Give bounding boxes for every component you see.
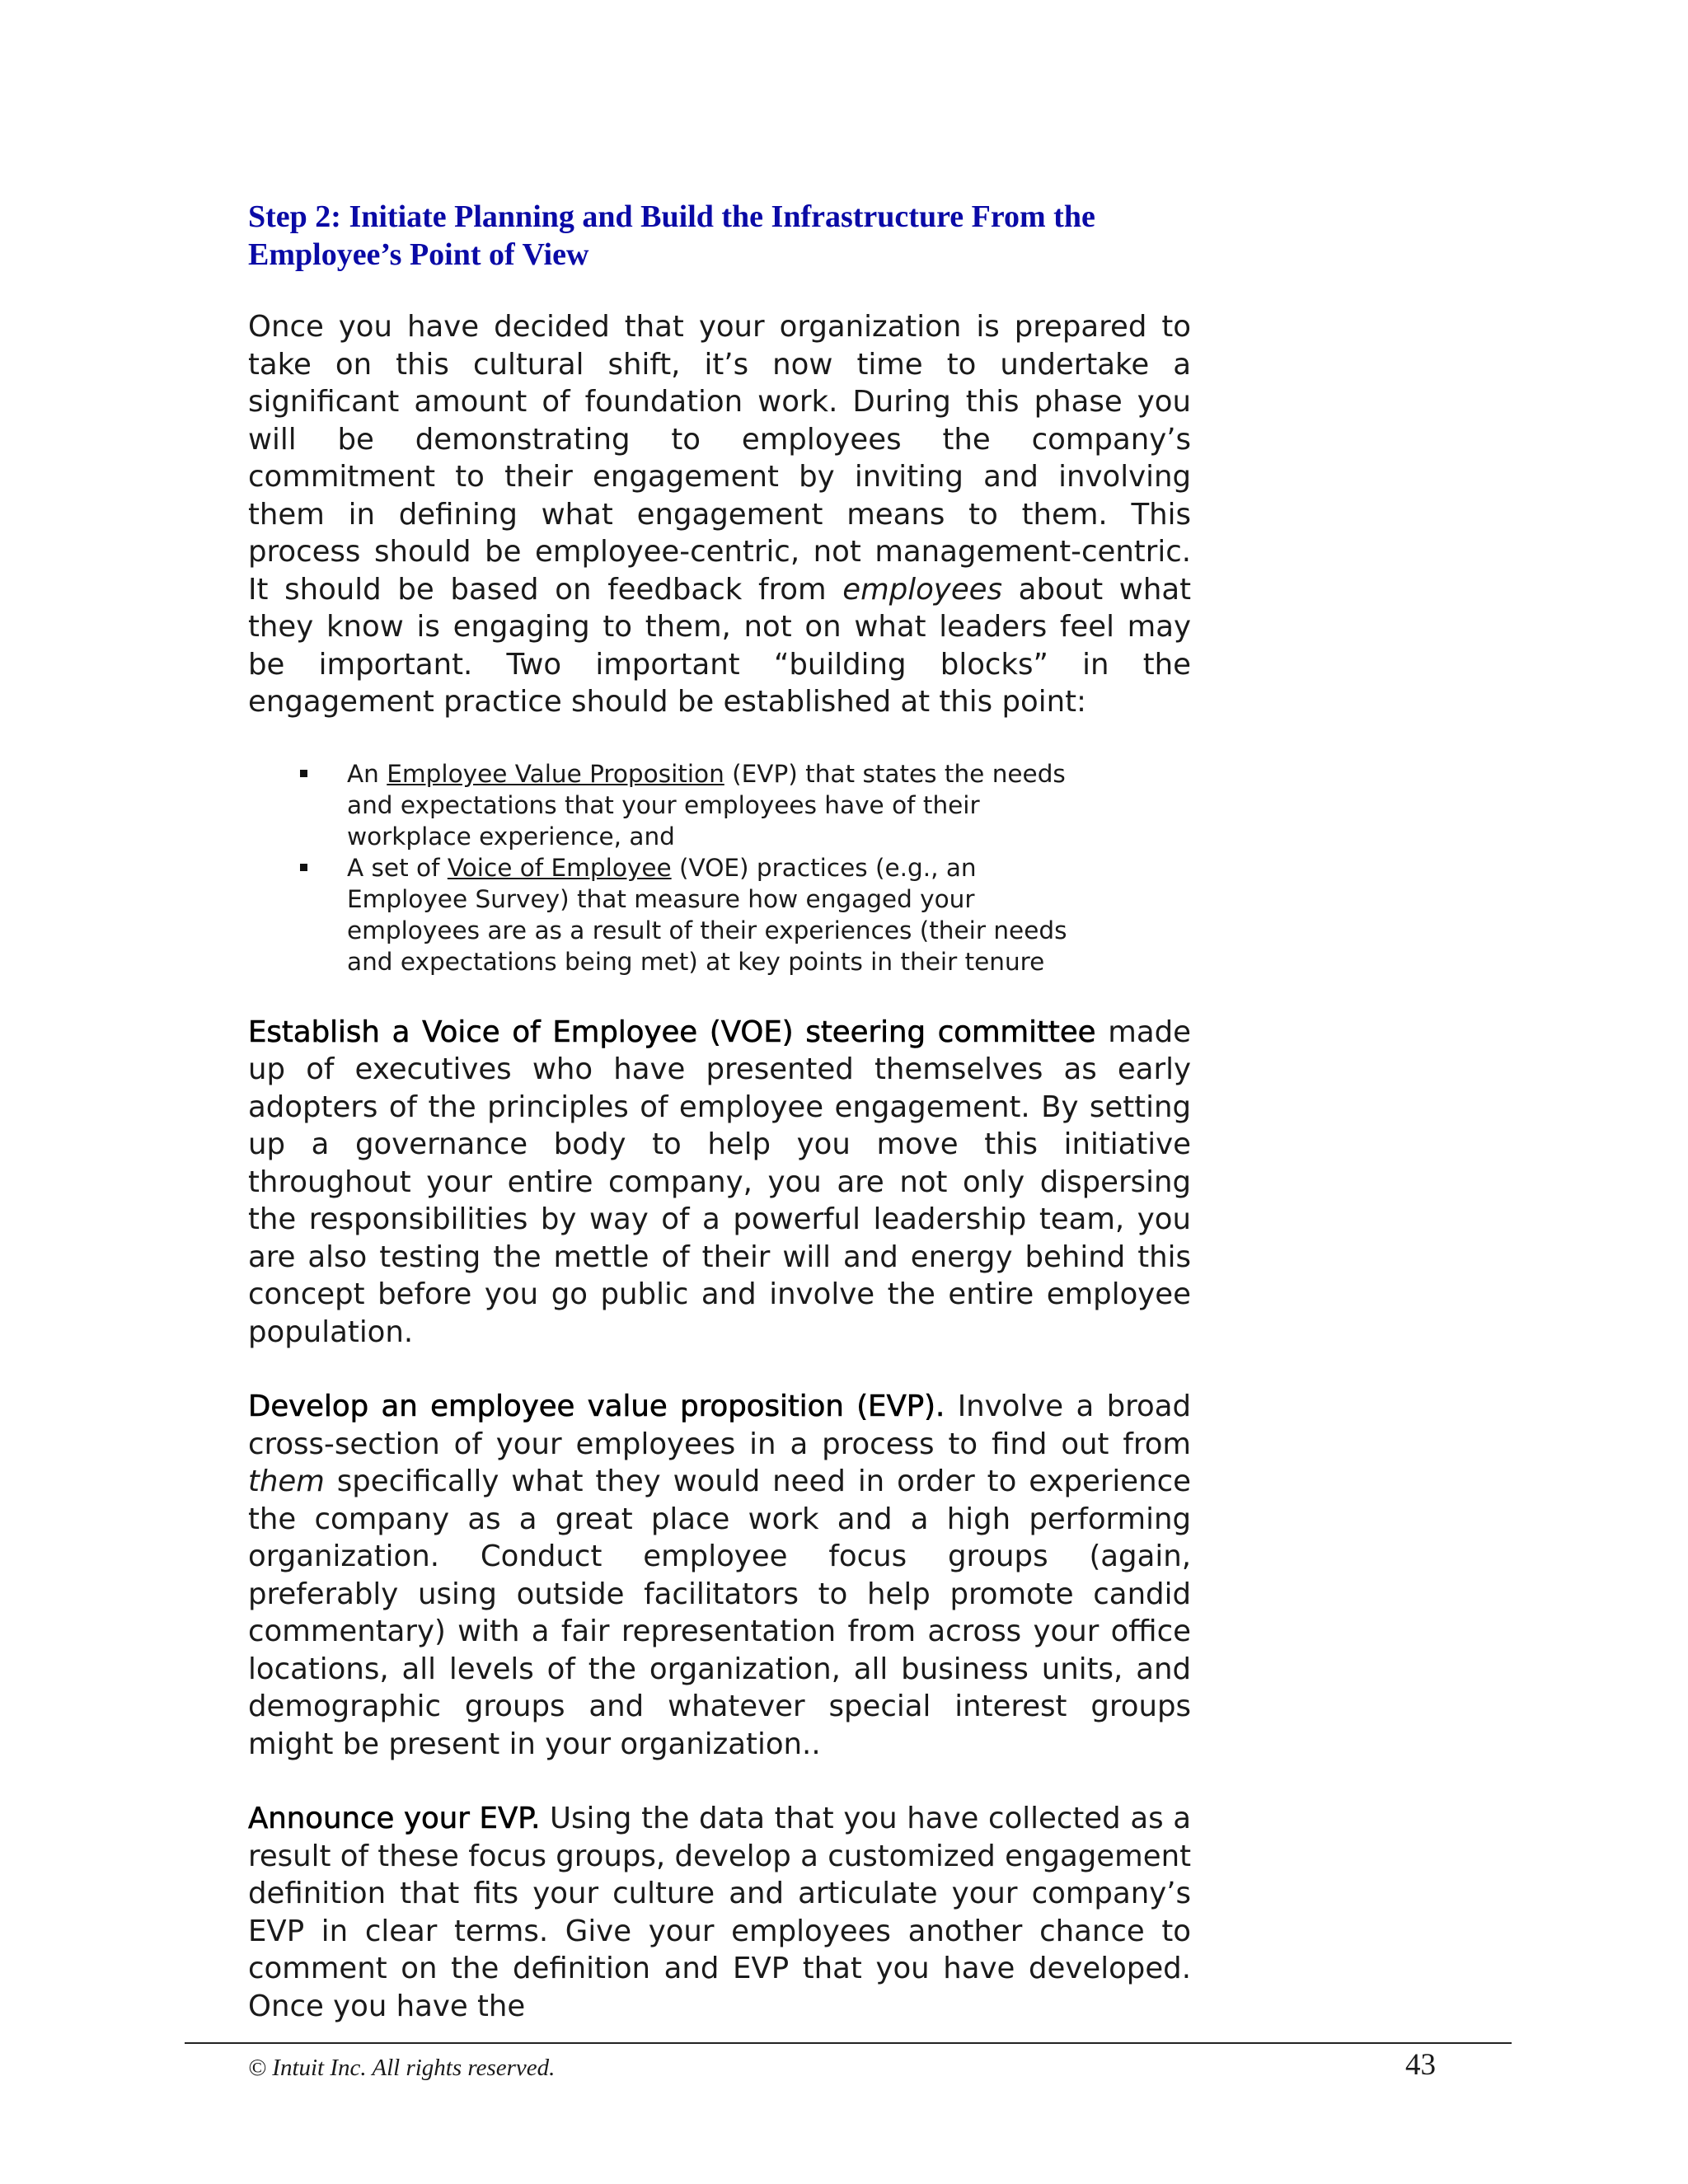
voe-paragraph (248, 1014, 1191, 1352)
building-blocks-list (248, 758, 1089, 977)
square-bullet-icon (300, 770, 307, 777)
bullet-prefix: An (347, 759, 387, 788)
footer-copyright: © Intuit Inc. All rights reserved. (248, 2055, 556, 2081)
bullet-suffix: (EVP) that states the needs and expectations that your employees have of their workplace experience, and (347, 759, 1066, 851)
evp-lead: Develop an employee value proposition (EVP). (248, 1390, 945, 1423)
bullet-prefix: A set of (347, 853, 448, 882)
section-heading: Step 2: Initiate Planning and Build the Infrastructure From the Employee’s Point of View (248, 199, 1095, 272)
evp-text-1: Involve a broad cross-section of your employees in a process to find out from (248, 1390, 1191, 1461)
announce-lead: Announce your EVP. (248, 1802, 541, 1835)
voe-lead: Establish a Voice of Employee (VOE) steering committee (248, 1015, 1096, 1049)
evp-paragraph (248, 1388, 1191, 1763)
intro-text-2: about what they know is engaging to them, not on what leaders feel may be important. Two important “building blocks” in the engagement practice should be established at this point: (248, 572, 1192, 719)
page-content (248, 198, 1191, 2062)
page-number: 43 (1405, 2048, 1436, 2082)
intro-text-1: Once you have decided that your organization is prepared to take on this cultural shift, it’s now time to undertake a significant amount of foundation work. During this phase you will be demonstrating to employees the company’s commitment to their engagement by inviting and involving them in defining what engagement means to them. This process should be employee-centric, not management-centric. It should be based on feedback from (248, 310, 1191, 607)
announce-paragraph (248, 1800, 1191, 2025)
list-item (248, 852, 1089, 977)
footer-divider (185, 2042, 1512, 2044)
intro-paragraph (248, 308, 1191, 721)
square-bullet-icon (300, 864, 307, 871)
evp-link[interactable]: Employee Value Proposition (387, 759, 724, 788)
bullet-suffix: (VOE) practices (e.g., an Employee Survey) that measure how engaged your employees are as a result of their experiences (their needs and expectations being met) at key points in their tenure (347, 853, 1067, 976)
evp-text-2: specifically what they would need in order to experience the company as a great place work and a high performing organization. Conduct employee focus groups (again, preferably using outside facilitators to help promote candid commentary) with a fair representation from across your office locations, all levels of the organization, all business units, and demographic groups and whatever special interest groups might be present in your organization.. (248, 1465, 1191, 1761)
announce-body: Using the data that you have collected as a result of these focus groups, develop a customized engagement definition that fits your culture and articulate your company’s EVP in clear terms. Give your employees another chance to comment on the definition and EVP that you have developed. Once you have the (248, 1802, 1191, 2023)
voe-link[interactable]: Voice of Employee (447, 853, 672, 882)
intro-emphasis: employees (842, 572, 1002, 607)
voe-body: made up of executives who have presented themselves as early adopters of the principles of employee engagement. By setting up a governance body to help you move this initiative throughout your entire company, you are not only dispersing the responsibilities by way of a powerful leadership team, you are also testing the mettle of their will and energy behind this concept before you go public and involve the entire employee population. (248, 1015, 1191, 1349)
list-item (248, 758, 1089, 852)
evp-emphasis: them (248, 1465, 325, 1498)
